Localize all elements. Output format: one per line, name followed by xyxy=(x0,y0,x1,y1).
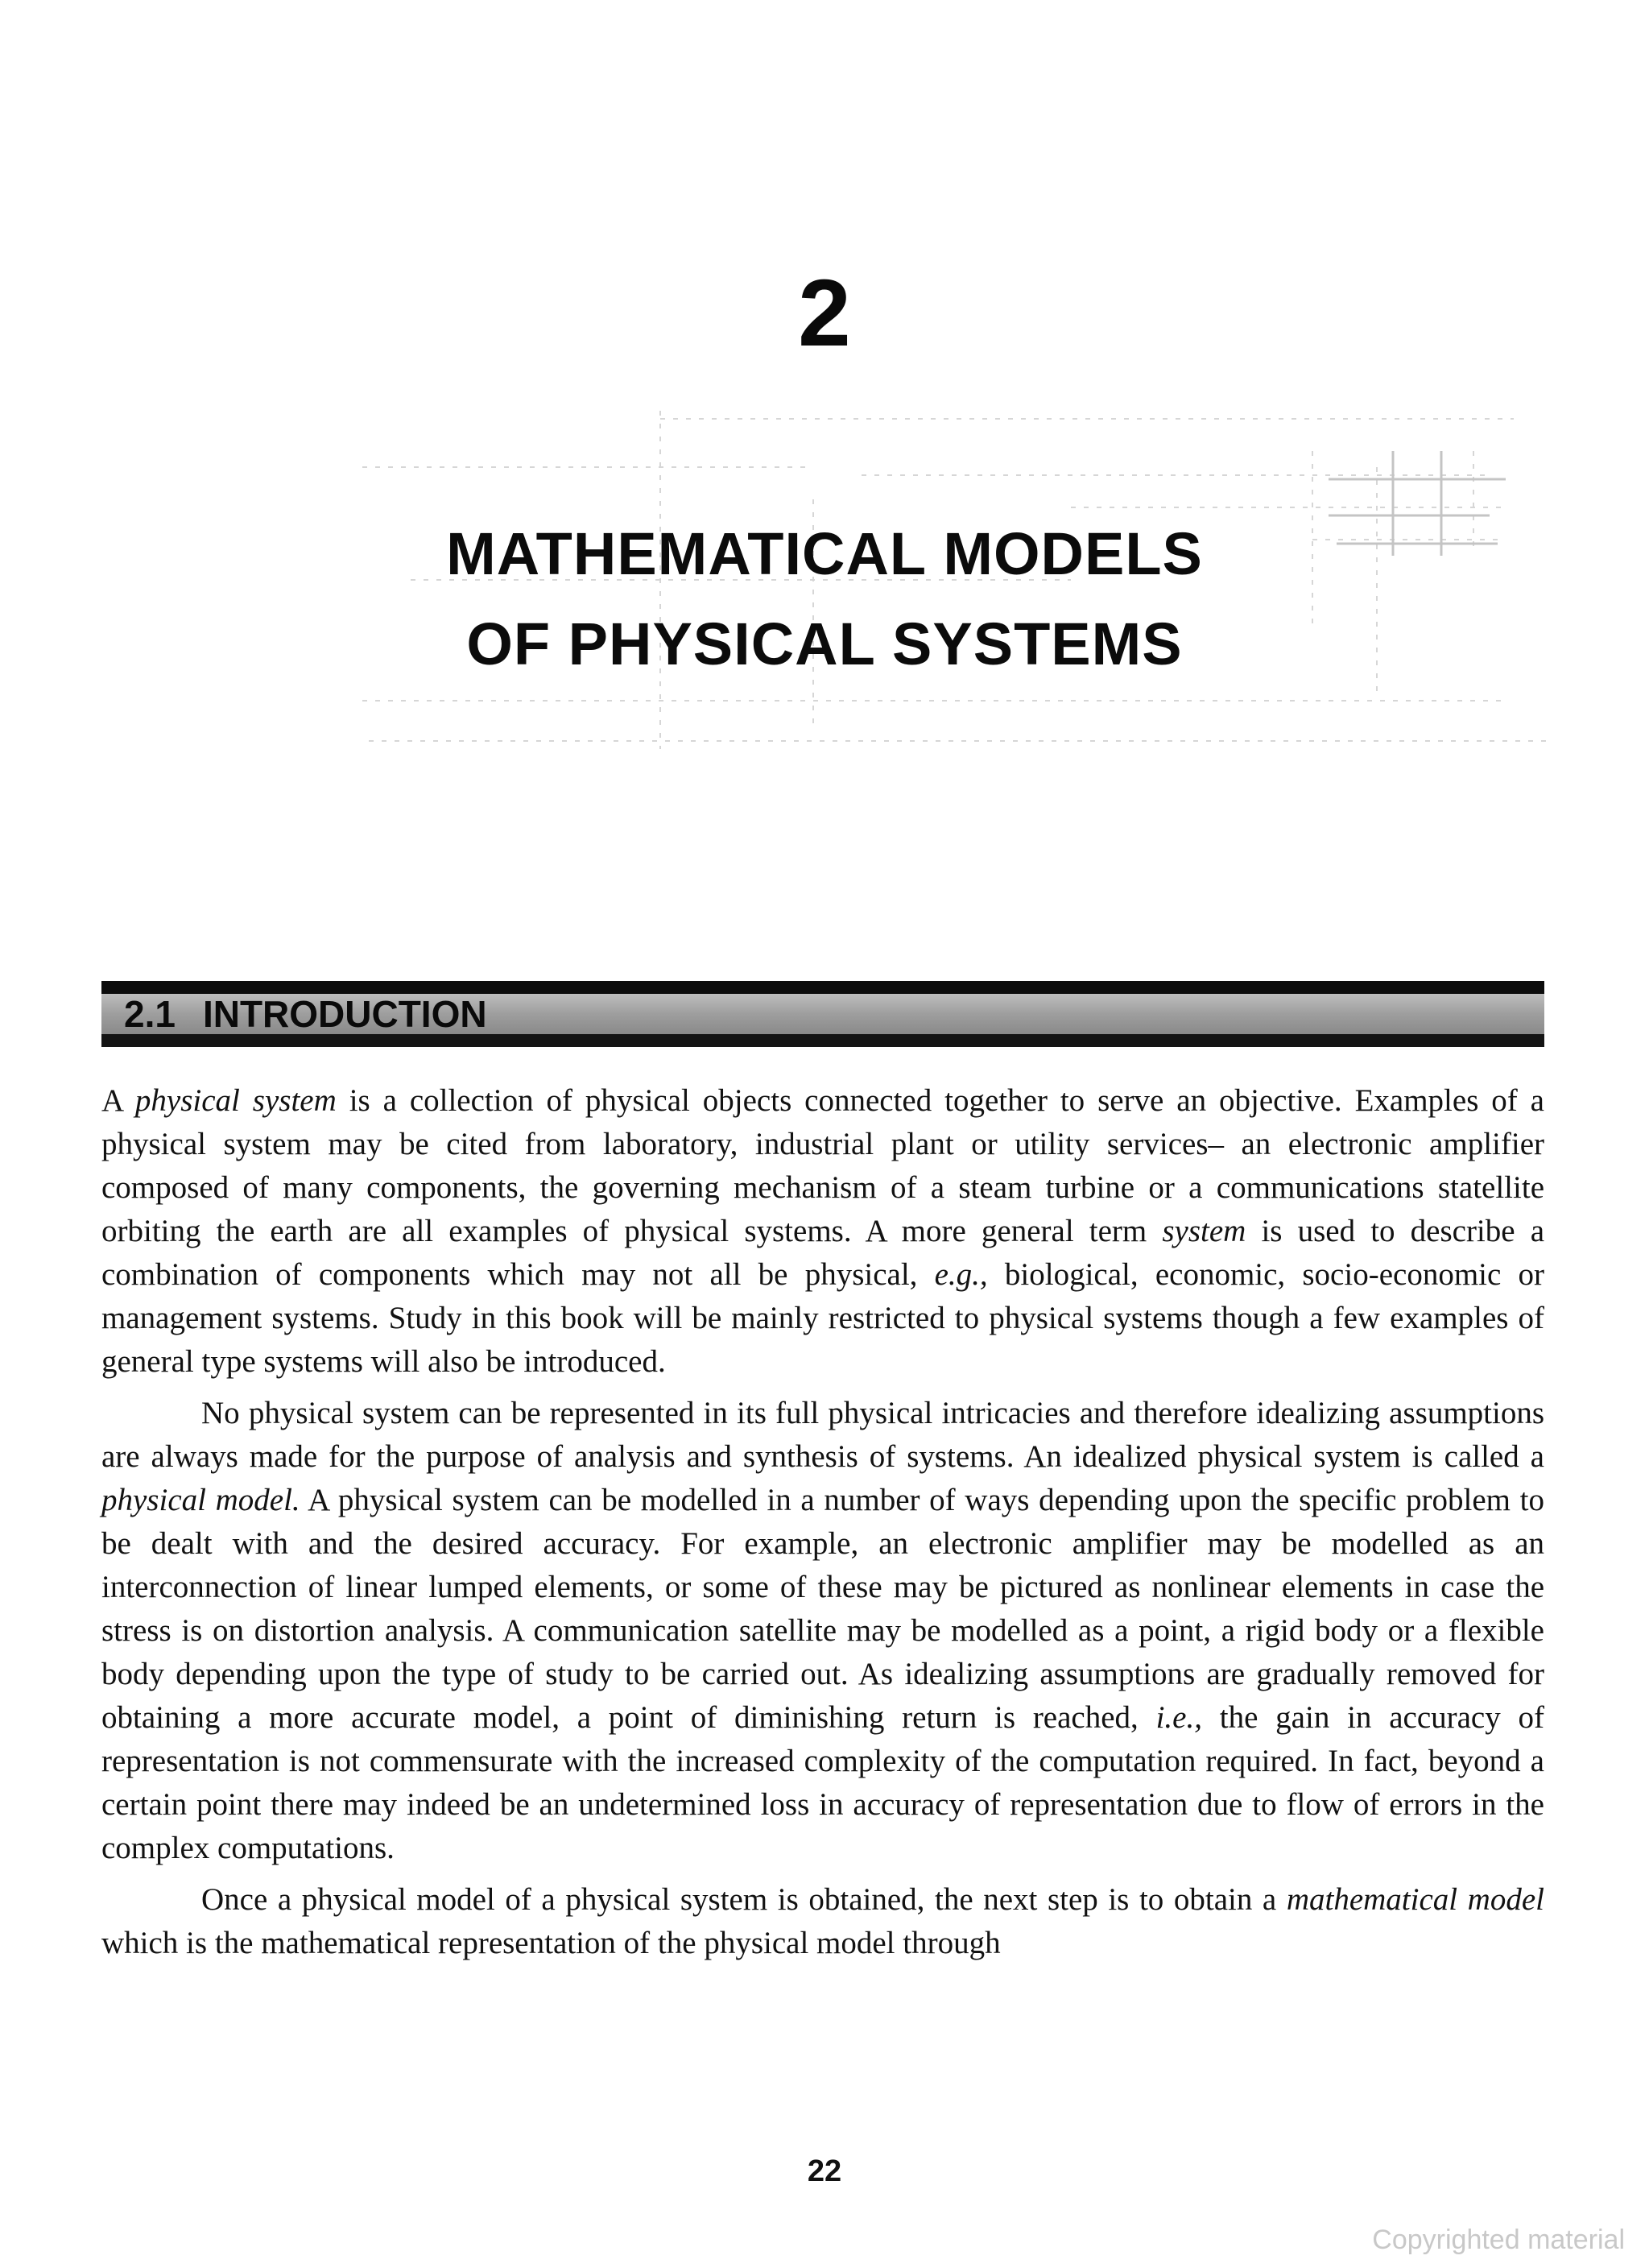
text-run: A physical system can be modelled in a number of ways depending upon the specific problem to be dealt with and the desired accuracy. For example, an electronic amplifier may be modelled as an interconnection of linear lumped elements, or some of these may be pictured as nonlinear elements in case the stress is on distortion analysis. A communication satellite may be modelled as a point, a rigid body or a flexible body depending upon the type of study to be carried out. As idealizing assumptions are gradually removed for obtaining a more accurate model, a point of diminishing return is reached, xyxy=(101,1483,1545,1735)
italic-term: mathematical model xyxy=(1286,1882,1544,1917)
text-run: biological, economic, socio-economic or management systems. Study in this book will be mainly restricted to physical systems though a few examples of general type systems will also be introduced. xyxy=(101,1257,1544,1379)
band-bottom-rule xyxy=(101,1034,1544,1047)
chapter-number: 2 xyxy=(798,260,851,366)
section-heading xyxy=(124,992,487,1036)
paragraph xyxy=(101,1392,1544,1870)
italic-term: physical model. xyxy=(101,1483,300,1517)
chapter-title xyxy=(0,509,1649,689)
section-heading-band xyxy=(101,981,1544,1047)
body-text xyxy=(101,1079,1544,1973)
chapter-title-line-1: MATHEMATICAL MODELS xyxy=(446,520,1203,587)
italic-term: system xyxy=(1162,1214,1246,1248)
text-run: is a collection of physical objects connected together to serve an objective. Examples of a physical system may be cited from laboratory, industrial plant or utility services– an electronic amplifier composed of many components, the governing mechanism of a steam turbine or a communications statellite orbiting the earth are all examples of physical systems. A more general term xyxy=(101,1083,1544,1248)
italic-term: physical system xyxy=(134,1083,337,1118)
text-run: No physical system can be represented in its full physical intricacies and therefore idealizing assumptions are always made for the purpose of analysis and synthesis of systems. An idealized physical system is called a xyxy=(101,1396,1544,1474)
page-number: 22 xyxy=(807,2154,842,2188)
paragraph xyxy=(101,1079,1544,1384)
text-run: the gain in accuracy of representation is not commensurate with the increased complexity of the computation required. In fact, beyond a certain point there may indeed be an undetermined loss in accuracy of representation due to flow of errors in the complex computations. xyxy=(101,1700,1545,1865)
italic-term: i.e., xyxy=(1155,1700,1202,1735)
copyright-watermark: Copyrighted material xyxy=(1372,2225,1625,2255)
section-title: INTRODUCTION xyxy=(202,993,487,1035)
chapter-title-line-2: OF PHYSICAL SYSTEMS xyxy=(466,610,1183,677)
text-run: A xyxy=(101,1083,135,1118)
section-number: 2.1 xyxy=(124,993,176,1035)
italic-term: e.g., xyxy=(934,1257,988,1292)
paragraph xyxy=(101,1878,1544,1965)
text-run: which is the mathematical representation of the physical model through xyxy=(101,1926,1001,1960)
text-run: is used to describe a combination of components which may not all be physical, xyxy=(101,1214,1545,1292)
text-run: Once a physical model of a physical system is obtained, the next step is to obtain a xyxy=(201,1882,1287,1917)
